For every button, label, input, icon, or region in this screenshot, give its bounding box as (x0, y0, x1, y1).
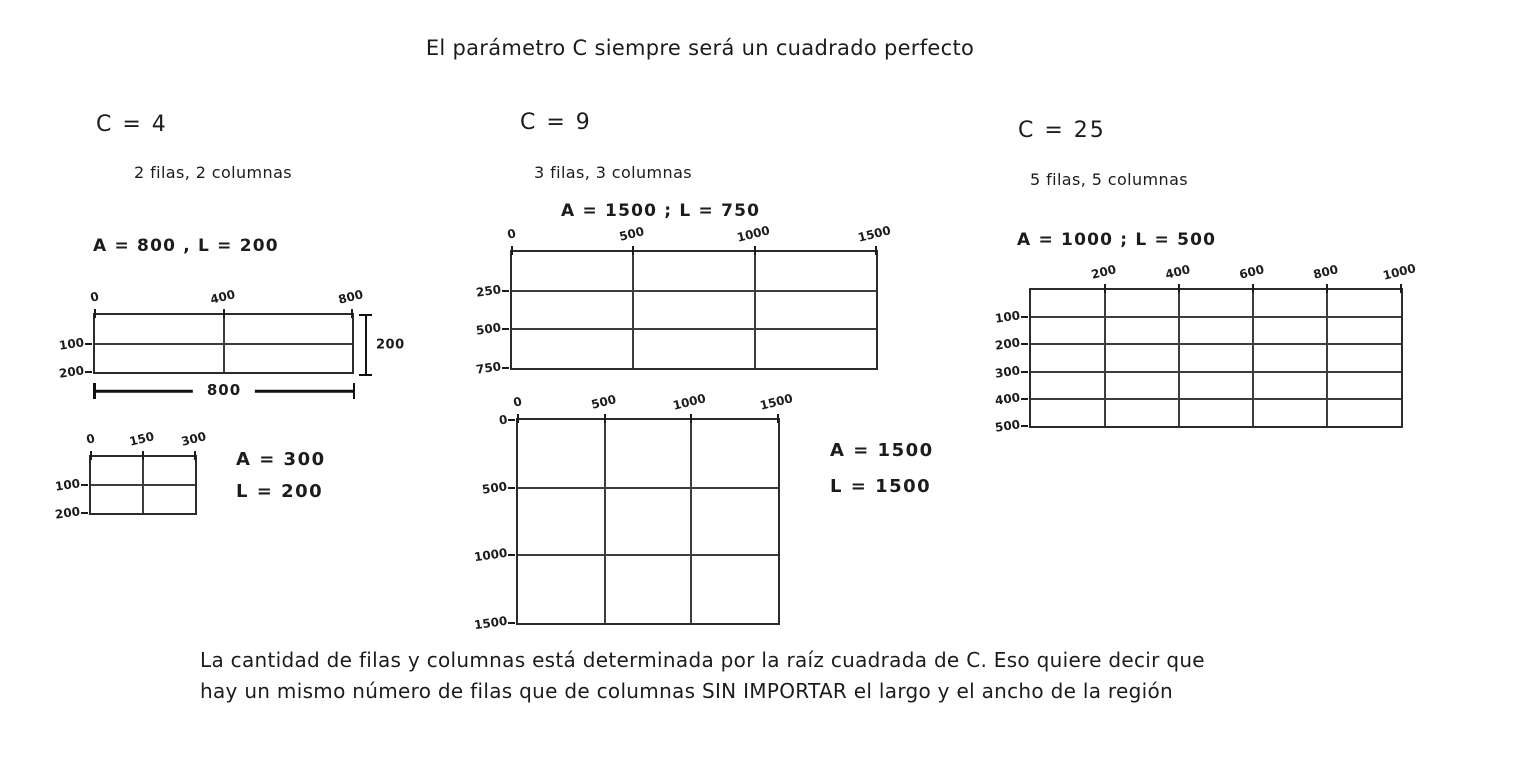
x-tick-label: 0 (84, 431, 97, 447)
x-tick-mark (690, 414, 692, 423)
grid-row-line (95, 343, 352, 345)
y-tick-mark (85, 371, 92, 373)
y-tick-mark (1021, 316, 1028, 318)
c9-side-label: A = 1500 (830, 440, 934, 461)
bracket-cap (359, 314, 372, 316)
grid-column-line (1252, 290, 1254, 426)
y-tick-mark (502, 290, 509, 292)
x-tick-label: 0 (511, 394, 524, 410)
x-tick-mark (142, 451, 144, 460)
grid-row-line (512, 290, 876, 292)
y-tick-label: 300 (994, 362, 1021, 381)
grid-column-line (1326, 290, 1328, 426)
footer-line-2: hay un mismo número de filas que de columnas SIN IMPORTAR el largo y el ancho de la región (200, 679, 1173, 703)
x-tick-label: 150 (127, 429, 156, 449)
c9-rows-cols-note: 3 filas, 3 columnas (534, 163, 693, 182)
x-tick-mark (194, 451, 196, 460)
y-tick-mark (81, 484, 88, 486)
bracket-line (365, 314, 367, 376)
y-tick-mark (1021, 343, 1028, 345)
x-tick-mark (1104, 284, 1106, 293)
y-tick-mark (1021, 425, 1028, 427)
grid-column-line (690, 420, 692, 623)
y-tick-label: 200 (994, 335, 1021, 354)
width-bracket-label: 800 (193, 381, 255, 399)
x-tick-mark (875, 246, 877, 255)
grid-row-line (1031, 398, 1401, 400)
y-tick-mark (502, 328, 509, 330)
c4-rows-cols-note: 2 filas, 2 columnas (134, 163, 293, 182)
y-tick-label: 200 (58, 363, 85, 381)
x-tick-mark (94, 309, 96, 318)
y-tick-mark (508, 622, 515, 624)
x-tick-label: 300 (179, 429, 208, 449)
c4-grid-800x200 (58, 287, 365, 381)
y-tick-label: 500 (475, 320, 502, 339)
y-tick-label: 400 (994, 390, 1021, 408)
c9-side-label: L = 1500 (830, 476, 932, 497)
c9-value-label: C = 9 (520, 110, 592, 135)
grid-row-line (1031, 371, 1401, 373)
y-tick-label: 500 (481, 478, 508, 497)
x-tick-mark (1400, 284, 1402, 293)
y-tick-label: 250 (475, 281, 502, 300)
c25-area-length-label: A = 1000 ; L = 500 (1017, 230, 1217, 250)
x-tick-mark (754, 246, 756, 255)
x-tick-label: 800 (1311, 262, 1340, 282)
grid-row-line (1031, 316, 1401, 318)
y-tick-label: 500 (994, 417, 1021, 435)
x-tick-label: 400 (208, 287, 237, 307)
grid-row-line (1031, 343, 1401, 345)
c9-grid-1500x1500 (472, 391, 795, 633)
y-tick-mark (508, 487, 515, 489)
x-tick-label: 1500 (856, 223, 893, 245)
x-tick-label: 400 (1163, 262, 1192, 282)
c25-value-label: C = 25 (1018, 118, 1106, 143)
c4-value-label: C = 4 (96, 112, 168, 137)
c4-side-label: A = 300 (236, 449, 326, 470)
x-tick-label: 800 (336, 287, 365, 307)
footer-line-1: La cantidad de filas y columnas está determinada por la raíz cuadrada de C. Eso quiere decir que (200, 648, 1205, 672)
x-tick-label: 1000 (671, 391, 708, 413)
grid-row-line (91, 484, 195, 486)
grid-column-line (1178, 290, 1180, 426)
y-tick-mark (81, 512, 88, 514)
x-tick-label: 1500 (758, 391, 795, 413)
x-tick-mark (632, 246, 634, 255)
y-tick-mark (502, 367, 509, 369)
x-tick-mark (223, 309, 225, 318)
grid-column-line (632, 252, 634, 368)
c4-width-bracket (93, 380, 355, 399)
y-tick-mark (1021, 371, 1028, 373)
grid-column-line (1104, 290, 1106, 426)
c4-side-label: L = 200 (236, 481, 324, 502)
c9-grid-1500x750 (475, 223, 893, 377)
bracket-cap (93, 383, 96, 399)
y-tick-label: 100 (994, 308, 1021, 326)
x-tick-mark (1326, 284, 1328, 293)
grid-column-line (604, 420, 606, 623)
c4-area-length-label: A = 800 , L = 200 (93, 236, 279, 256)
c25-rows-cols-note: 5 filas, 5 columnas (1030, 170, 1189, 189)
grid-column-line (754, 252, 756, 368)
x-tick-label: 500 (618, 224, 646, 244)
x-tick-mark (351, 309, 353, 318)
page-title: El parámetro C siempre será un cuadrado perfecto (425, 36, 975, 60)
y-tick-mark (85, 343, 92, 345)
y-tick-label: 0 (497, 412, 508, 428)
x-tick-label: 1000 (1381, 261, 1418, 283)
x-tick-mark (511, 246, 513, 255)
x-tick-label: 500 (589, 392, 618, 412)
y-tick-label: 100 (54, 476, 81, 494)
x-tick-label: 200 (1089, 262, 1118, 282)
x-tick-mark (1178, 284, 1180, 293)
x-tick-mark (90, 451, 92, 460)
x-tick-label: 0 (505, 226, 518, 242)
c4-grid-300x200 (54, 429, 208, 522)
x-tick-label: 0 (88, 289, 101, 305)
bracket-cap (359, 374, 372, 376)
x-tick-mark (517, 414, 519, 423)
grid-row-line (512, 328, 876, 330)
y-tick-label: 1500 (472, 613, 508, 633)
grid-row-line (518, 554, 778, 556)
y-tick-label: 200 (54, 504, 81, 522)
x-tick-mark (604, 414, 606, 423)
bracket-cap (353, 383, 356, 399)
y-tick-label: 750 (475, 359, 502, 377)
c9-area-length-label: A = 1500 ; L = 750 (561, 201, 761, 221)
footer-explanation (200, 645, 1205, 707)
c25-grid-1000x500 (994, 261, 1418, 435)
x-tick-label: 600 (1237, 262, 1266, 282)
y-tick-label: 100 (58, 334, 85, 353)
height-bracket-label: 200 (376, 337, 405, 353)
x-tick-label: 1000 (735, 223, 772, 245)
grid-row-line (518, 487, 778, 489)
x-tick-mark (1252, 284, 1254, 293)
y-tick-label: 1000 (472, 546, 508, 565)
y-tick-mark (1021, 398, 1028, 400)
y-tick-mark (508, 419, 515, 421)
x-tick-mark (777, 414, 779, 423)
y-tick-mark (508, 554, 515, 556)
